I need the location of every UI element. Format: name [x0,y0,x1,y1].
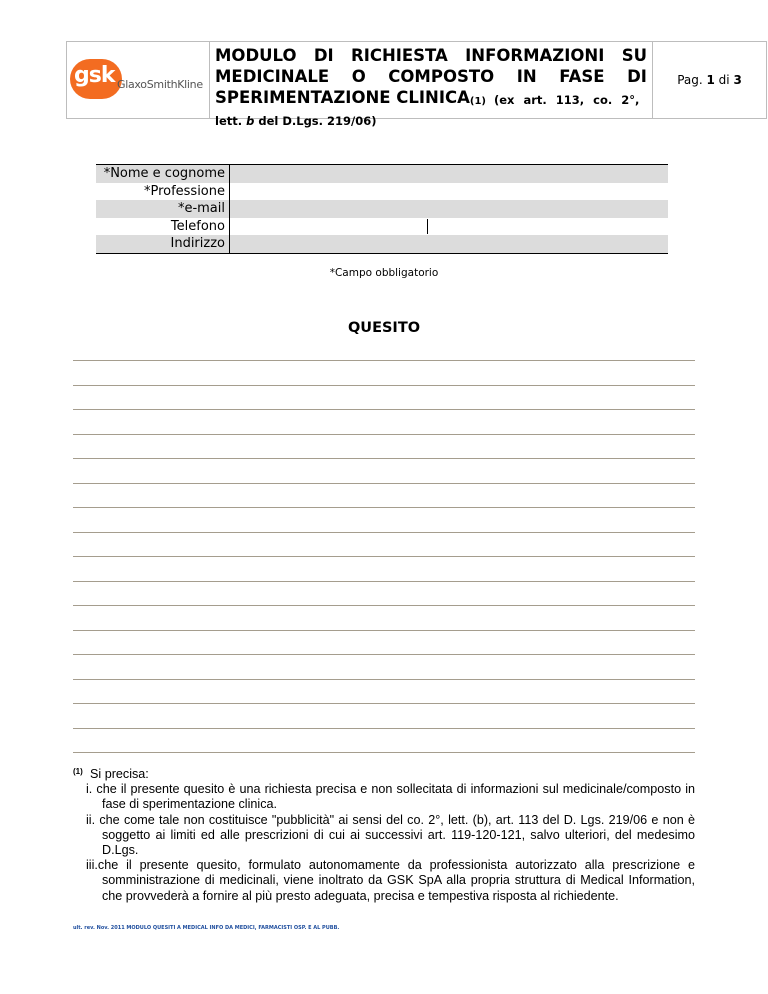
document-header [66,41,767,128]
form-row [96,235,668,253]
footnote-item-3: iii.che il presente quesito, formulato autonomamente da professionista autorizzato alla prescrizione e somministrazione di medicinali, viene inoltrato da GSK SpA alla propria struttura di Medical Information, che provvederà a fornire al più presto adeguata, precisa e tempestiva risposta al richiedente. [86,858,695,903]
law-ref-suffix: del D.Lgs. 219/06) [254,114,377,128]
title-line-2 [215,66,647,87]
page-total: 3 [733,73,742,87]
revision-footer: ult. rev. Nov. 2011 MODULO QUESITI A MEDICAL INFO DA MEDICI, FARMACISTI OSP. E AL PUBB. [73,925,340,931]
law-ref-prefix: lett. [215,114,247,128]
form-field-label: Indirizzo [96,235,230,253]
title-main: SPERIMENTAZIONE CLINICA [215,88,470,107]
answer-line[interactable] [73,385,695,410]
title-footnote-ref: (1) [469,96,486,107]
company-name: GlaxoSmithKline [117,78,203,91]
footnote-intro-row [73,767,695,782]
title-word: MEDICINALE [215,67,330,86]
answer-line[interactable] [73,630,695,655]
form-field-input[interactable] [230,218,668,236]
answer-line[interactable] [73,581,695,606]
gsk-logo [70,59,210,99]
required-field-note: *Campo obbligatorio [329,267,439,279]
page-number [653,42,766,118]
gsk-logo-mark [70,59,122,99]
answer-line[interactable] [73,507,695,532]
page-current: 1 [706,73,715,87]
footnote-intro: Si precisa: [90,767,149,781]
phone-field-divider [427,219,428,234]
title-word: RICHIESTA [351,46,448,65]
form-field-label: *Nome e cognome [96,165,230,183]
quesito-heading: QUESITO [347,320,421,336]
title-word: DI [627,67,647,86]
footnote [73,767,695,904]
answer-line[interactable] [73,458,695,483]
form-field-label: Telefono [96,218,230,236]
answer-line[interactable] [73,728,695,753]
title-law-ref: (ex art. 113, co. 2°, [494,93,640,107]
contact-form [96,164,668,254]
answer-line[interactable] [73,605,695,630]
title-word: FASE [559,67,605,86]
gsk-logo-text: gsk [74,63,115,88]
form-field-label: *e-mail [96,200,230,218]
title-word: IN [516,67,537,86]
form-field-input[interactable] [230,200,668,218]
form-row [96,183,668,201]
footnote-mark: (1) [73,767,83,776]
title-word: SU [621,46,647,65]
form-field-label: *Professione [96,183,230,201]
answer-line[interactable] [73,654,695,679]
title-word: COMPOSTO [388,67,495,86]
answer-line[interactable] [73,434,695,459]
law-ref-letter: b [246,114,255,128]
answer-line[interactable] [73,409,695,434]
title-law-detail [215,114,647,128]
title-line-3 [215,87,647,112]
title-cell [210,42,653,128]
form-row [96,218,668,236]
answer-line[interactable] [73,532,695,557]
title-word: DI [313,46,334,65]
page-prefix: Pag. [677,73,707,87]
answer-line[interactable] [73,556,695,581]
title-line-1 [215,45,647,66]
answer-line[interactable] [73,679,695,704]
answer-line[interactable] [73,483,695,508]
logo-cell [67,42,210,118]
footnote-item-2: ii. che come tale non costituisce "pubblicità" ai sensi del co. 2°, lett. (b), art. 113 del D. Lgs. 219/06 e non è soggetto ai limiti ed alle prescrizioni di cui ai successivi art. 119-120-121, salvo ulteriori, del medesimo D.Lgs. [86,812,695,858]
footnote-item-1: i. che il presente quesito è una richiesta precisa e non sollecitata di informazioni sul medicinale/composto in fase di sperimentazione clinica. [86,782,695,812]
form-field-input[interactable] [230,165,668,183]
title-word: O [351,67,366,86]
form-field-input[interactable] [230,235,668,253]
title-word: MODULO [215,46,297,65]
title-word: INFORMAZIONI [465,46,605,65]
form-field-input[interactable] [230,183,668,201]
page-of: di [714,73,734,87]
form-row [96,200,668,218]
answer-line[interactable] [73,360,695,385]
answer-line[interactable] [73,703,695,728]
quesito-answer-lines[interactable] [73,360,695,777]
form-row [96,165,668,183]
